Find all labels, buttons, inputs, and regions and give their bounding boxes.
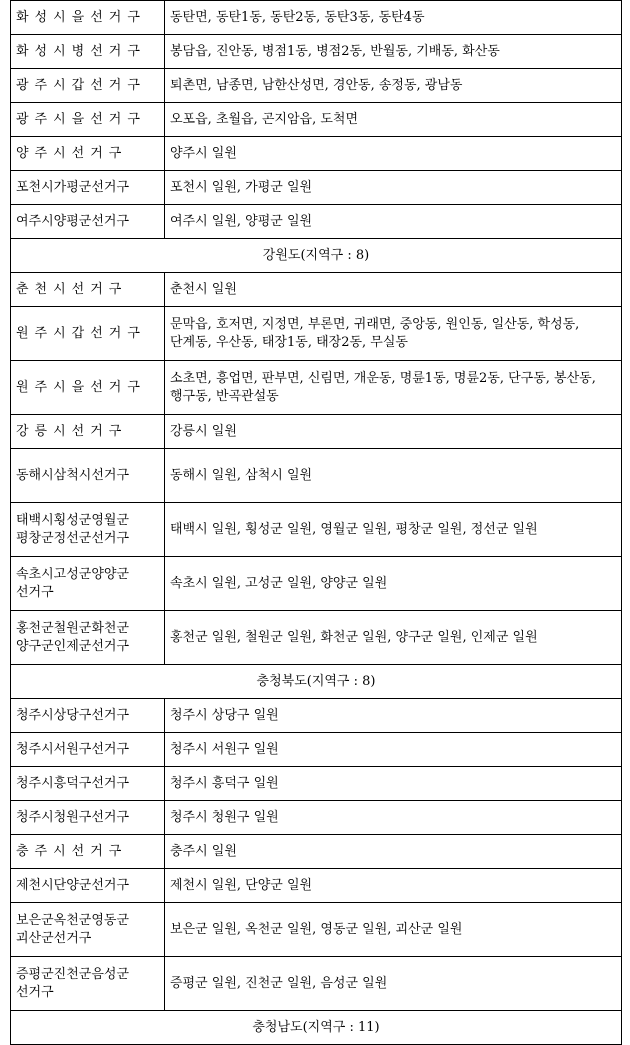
table-row [11, 35, 622, 69]
table-row [11, 801, 622, 835]
district-area-cell: 홍천군 일원, 철원군 일원, 화천군 일원, 양구군 일원, 인제군 일원 [165, 611, 622, 665]
district-area-cell: 양주시 일원 [165, 137, 622, 171]
district-area-cell: 청주시 흥덕구 일원 [165, 767, 622, 801]
district-name-cell: 청주시흥덕구선거구 [11, 767, 165, 801]
table-row [11, 1, 622, 35]
table-row [11, 205, 622, 239]
district-name-cell: 강릉시선거구 [11, 415, 165, 449]
district-table [10, 0, 622, 1045]
district-area-cell: 춘천시 일원 [165, 273, 622, 307]
district-name-cell: 태백시횡성군영월군 평창군정선군선거구 [11, 503, 165, 557]
district-area-cell: 소초면, 흥업면, 판부면, 신림면, 개운동, 명륜1동, 명륜2동, 단구동, 봉산동, 행구동, 반곡관설동 [165, 361, 622, 415]
district-name-cell: 춘천시선거구 [11, 273, 165, 307]
table-row [11, 69, 622, 103]
table-row [11, 503, 622, 557]
district-name-cell: 충주시선거구 [11, 835, 165, 869]
province-section-title: 충청북도(지역구 : 8) [11, 665, 622, 699]
district-name-cell: 화성시병선거구 [11, 35, 165, 69]
table-row [11, 903, 622, 957]
table-row [11, 733, 622, 767]
district-area-cell: 청주시 상당구 일원 [165, 699, 622, 733]
table-row [11, 361, 622, 415]
district-name-cell: 포천시가평군선거구 [11, 171, 165, 205]
table-row [11, 835, 622, 869]
district-area-cell: 문막읍, 호저면, 지정면, 부론면, 귀래면, 중앙동, 원인동, 일산동, 학성동, 단계동, 우산동, 태장1동, 태장2동, 무실동 [165, 307, 622, 361]
district-area-cell: 포천시 일원, 가평군 일원 [165, 171, 622, 205]
table-row [11, 449, 622, 503]
district-name-cell: 광주시을선거구 [11, 103, 165, 137]
district-name-cell: 청주시청원구선거구 [11, 801, 165, 835]
district-area-cell: 제천시 일원, 단양군 일원 [165, 869, 622, 903]
district-area-cell: 봉담읍, 진안동, 병점1동, 병점2동, 반월동, 기배동, 화산동 [165, 35, 622, 69]
table-row [11, 171, 622, 205]
district-name-cell: 양주시선거구 [11, 137, 165, 171]
district-area-cell: 오포읍, 초월읍, 곤지암읍, 도척면 [165, 103, 622, 137]
district-area-cell: 보은군 일원, 옥천군 일원, 영동군 일원, 괴산군 일원 [165, 903, 622, 957]
district-name-cell: 원주시갑선거구 [11, 307, 165, 361]
district-area-cell: 퇴촌면, 남종면, 남한산성면, 경안동, 송정동, 광남동 [165, 69, 622, 103]
table-row [11, 767, 622, 801]
province-section-title: 충청남도(지역구 : 11) [11, 1011, 622, 1045]
table-row [11, 307, 622, 361]
table-row [11, 415, 622, 449]
district-name-cell: 보은군옥천군영동군 괴산군선거구 [11, 903, 165, 957]
district-name-cell: 제천시단양군선거구 [11, 869, 165, 903]
district-area-cell: 동해시 일원, 삼척시 일원 [165, 449, 622, 503]
district-name-cell: 화성시을선거구 [11, 1, 165, 35]
district-table-body [11, 1, 622, 1045]
province-section-row [11, 239, 622, 273]
table-row [11, 557, 622, 611]
table-row [11, 869, 622, 903]
district-name-cell: 증평군진천군음성군 선거구 [11, 957, 165, 1011]
district-name-cell: 홍천군철원군화천군 양구군인제군선거구 [11, 611, 165, 665]
district-area-cell: 여주시 일원, 양평군 일원 [165, 205, 622, 239]
district-area-cell: 강릉시 일원 [165, 415, 622, 449]
district-area-cell: 청주시 서원구 일원 [165, 733, 622, 767]
district-name-cell: 여주시양평군선거구 [11, 205, 165, 239]
district-area-cell: 증평군 일원, 진천군 일원, 음성군 일원 [165, 957, 622, 1011]
district-name-cell: 청주시서원구선거구 [11, 733, 165, 767]
district-area-cell: 청주시 청원구 일원 [165, 801, 622, 835]
table-row [11, 137, 622, 171]
district-area-cell: 동탄면, 동탄1동, 동탄2동, 동탄3동, 동탄4동 [165, 1, 622, 35]
district-name-cell: 속초시고성군양양군 선거구 [11, 557, 165, 611]
district-area-cell: 태백시 일원, 횡성군 일원, 영월군 일원, 평창군 일원, 정선군 일원 [165, 503, 622, 557]
province-section-title: 강원도(지역구 : 8) [11, 239, 622, 273]
district-name-cell: 동해시삼척시선거구 [11, 449, 165, 503]
district-name-cell: 청주시상당구선거구 [11, 699, 165, 733]
district-name-cell: 원주시을선거구 [11, 361, 165, 415]
province-section-row [11, 665, 622, 699]
district-area-cell: 속초시 일원, 고성군 일원, 양양군 일원 [165, 557, 622, 611]
table-row [11, 957, 622, 1011]
document-page [10, 0, 622, 1045]
province-section-row [11, 1011, 622, 1045]
district-name-cell: 광주시갑선거구 [11, 69, 165, 103]
table-row [11, 273, 622, 307]
table-row [11, 611, 622, 665]
table-row [11, 103, 622, 137]
table-row [11, 699, 622, 733]
district-area-cell: 충주시 일원 [165, 835, 622, 869]
